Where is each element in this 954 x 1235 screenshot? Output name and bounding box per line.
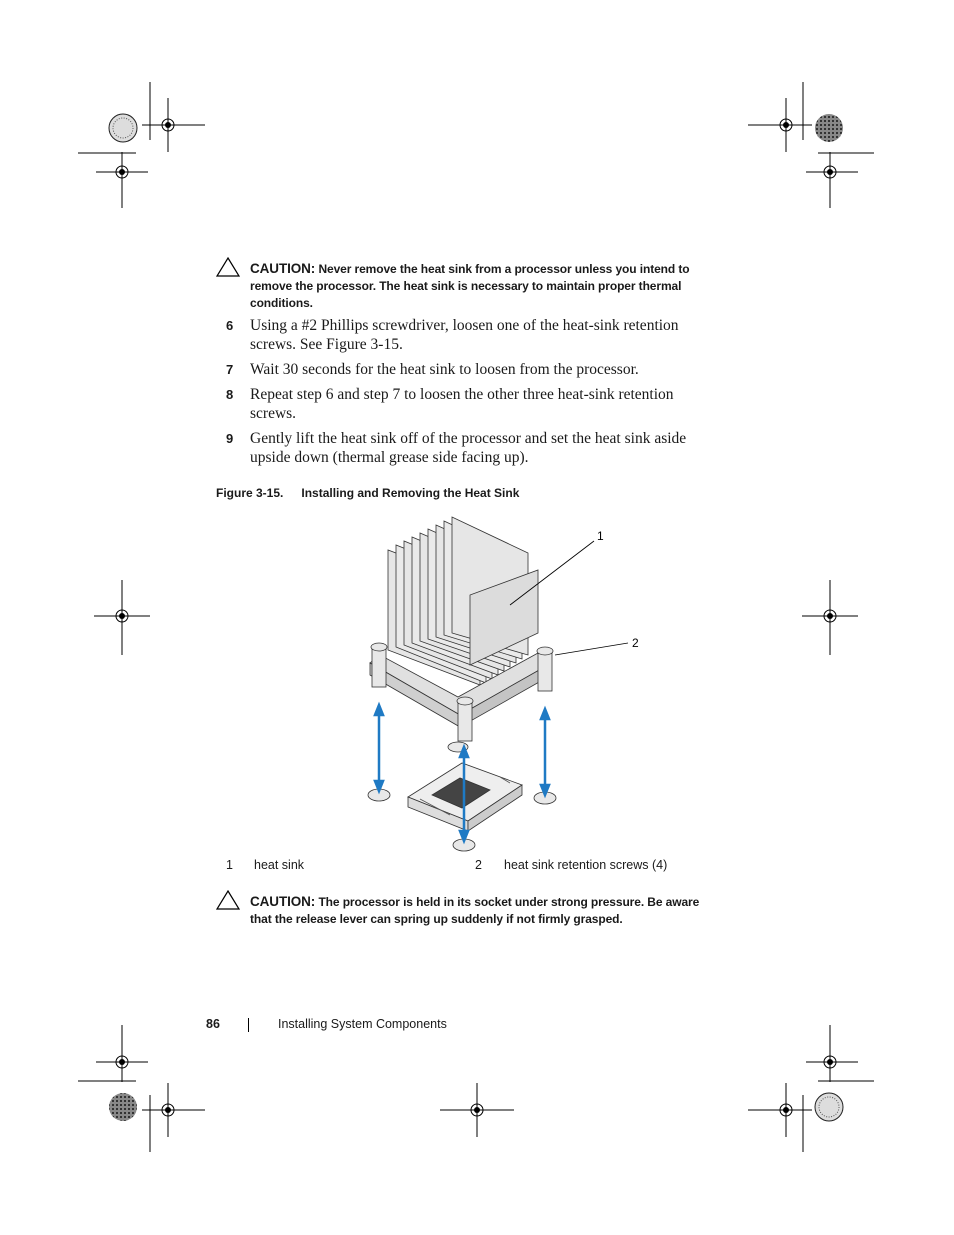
step-8 <box>226 385 706 423</box>
step-number: 7 <box>226 362 234 377</box>
legend-item-1 <box>226 858 305 872</box>
step-9 <box>226 429 706 467</box>
step-number: 8 <box>226 387 234 402</box>
callout-2: 2 <box>632 636 639 650</box>
figure-label: Figure 3-15. <box>216 486 284 500</box>
caution-triangle-icon <box>216 890 240 910</box>
legend-number: 1 <box>226 858 233 872</box>
caution-notice-2 <box>216 893 716 928</box>
caution-label: CAUTION: <box>250 894 316 909</box>
legend-item-2 <box>475 858 668 872</box>
step-text: Gently lift the heat sink off of the processor and set the heat sink aside upside down (thermal grease side facing up). <box>250 430 687 466</box>
heat-sink-illustration <box>350 515 670 855</box>
legend-number: 2 <box>475 858 482 872</box>
caution-text: Never remove the heat sink from a processor unless you intend to remove the processor. The heat sink is necessary to maintain proper thermal conditions. <box>250 262 690 310</box>
page-number: 86 <box>206 1017 220 1031</box>
caution-text: The processor is held in its socket under strong pressure. Be aware that the release lever can spring up suddenly if not firmly grasped. <box>250 895 700 926</box>
caution-triangle-icon <box>216 257 240 277</box>
caution-label: CAUTION: <box>250 261 316 276</box>
figure-caption <box>216 486 519 500</box>
step-6 <box>226 316 706 354</box>
legend-text: heat sink retention screws (4) <box>504 858 668 872</box>
callout-1: 1 <box>597 529 604 543</box>
step-text: Repeat step 6 and step 7 to loosen the other three heat-sink retention screws. <box>250 386 674 422</box>
caution-notice-1 <box>216 260 716 312</box>
footer-divider <box>248 1018 249 1032</box>
step-number: 9 <box>226 431 234 446</box>
figure-title: Installing and Removing the Heat Sink <box>301 486 520 500</box>
step-number: 6 <box>226 318 234 333</box>
step-7 <box>226 360 706 379</box>
step-text: Wait 30 seconds for the heat sink to loosen from the processor. <box>250 361 639 378</box>
step-text: Using a #2 Phillips screwdriver, loosen one of the heat-sink retention screws. See Figure 3-15. <box>250 317 679 353</box>
footer-section: Installing System Components <box>278 1017 447 1031</box>
legend-text: heat sink <box>254 858 305 872</box>
